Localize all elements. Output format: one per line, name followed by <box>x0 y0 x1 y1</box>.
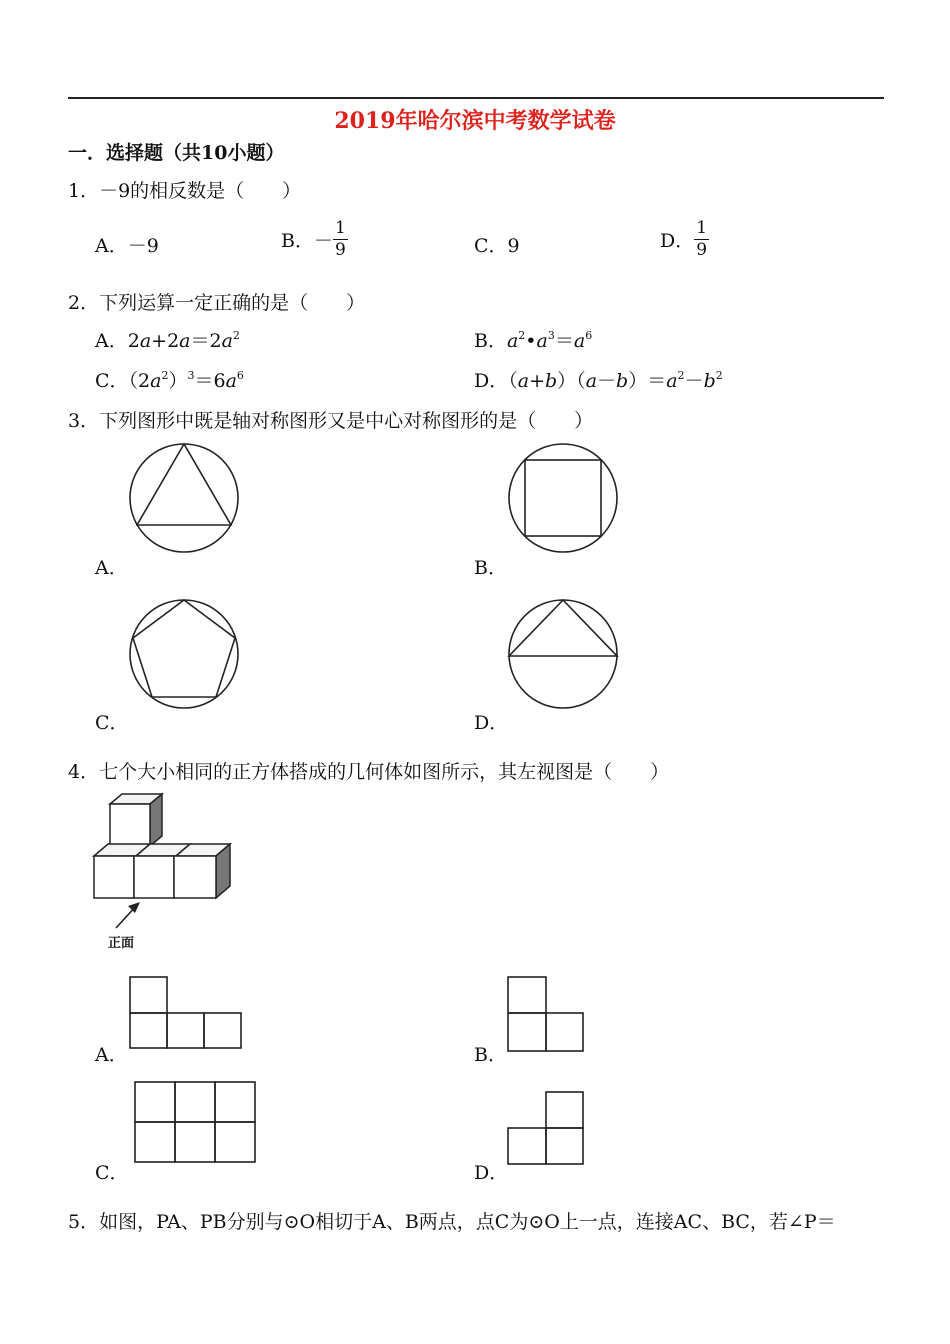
q3-option-a: A． <box>95 557 128 579</box>
q2-option-c: C．$(2a^2)^3=6a^6$ <box>95 369 244 392</box>
q2-c-label: C． <box>95 370 129 392</box>
q3-figure-a <box>128 442 240 554</box>
q4-front-label: 正面 <box>108 936 135 951</box>
q1-option-b <box>281 220 348 259</box>
q2-d-label: D． <box>474 370 509 392</box>
q4-option-c: C． <box>95 1162 129 1184</box>
q2-option-d: D．$(a+b)(a-b)=a^2-b^2$ <box>474 369 723 392</box>
q1-option-c: C．9 <box>474 235 520 257</box>
right-triangle-shape <box>509 600 617 656</box>
q4-stem: 4．七个大小相同的正方体搭成的几何体如图所示，其左视图是（ ） <box>68 761 670 783</box>
q4-cube-figure <box>90 792 250 954</box>
q3-figure-b <box>507 442 619 554</box>
q4-option-b: B． <box>474 1044 507 1066</box>
q1-stem: 1．－9的相反数是（ ） <box>68 180 302 202</box>
q2-option-a: A．$2a+2a=2a^2$ <box>95 329 240 352</box>
q1-option-d-prefix: D． <box>660 230 695 252</box>
q3-option-b: B． <box>474 557 507 579</box>
q2-option-b: B．$a^2•a^3=a^6$ <box>474 329 593 352</box>
q1-option-a: A．－9 <box>95 235 159 257</box>
q3-figure-c <box>128 598 240 710</box>
q4-figure-b <box>506 975 586 1055</box>
q1-b-numerator: 1 <box>334 218 346 238</box>
page-title: 2019年哈尔滨中考数学试卷 <box>334 108 616 134</box>
q2-a-label: A． <box>95 330 128 352</box>
q4-figure-d <box>506 1090 586 1168</box>
q4-figure-c <box>133 1080 257 1164</box>
q2-stem: 2．下列运算一定正确的是（ ） <box>68 292 366 314</box>
q3-figure-d <box>507 598 619 710</box>
q1-d-denominator: 9 <box>696 240 708 260</box>
q5-stem: 5．如图，PA、PB分别与⊙O相切于A、B两点，点C为⊙O上一点，连接AC、BC，若∠P＝ <box>68 1211 836 1233</box>
q2-b-label: B． <box>474 330 507 352</box>
q3-option-c: C． <box>95 712 129 734</box>
q1-option-d <box>660 220 709 259</box>
square-shape <box>525 460 601 536</box>
q1-d-numerator: 1 <box>696 218 708 238</box>
circle-shape <box>130 600 238 708</box>
q4-figure-a <box>128 975 244 1050</box>
section-heading: 一．选择题（共10小题） <box>68 142 285 164</box>
q4-option-d: D． <box>474 1162 509 1184</box>
q1-b-denominator: 9 <box>334 240 346 260</box>
q3-option-d: D． <box>474 712 509 734</box>
top-rule <box>68 97 884 99</box>
circle-shape <box>130 444 238 552</box>
q3-stem: 3．下列图形中既是轴对称图形又是中心对称图形的是（ ） <box>68 410 594 432</box>
q1-option-b-prefix: B．－ <box>281 230 333 252</box>
circle-shape <box>509 600 617 708</box>
q4-option-a: A． <box>95 1044 128 1066</box>
